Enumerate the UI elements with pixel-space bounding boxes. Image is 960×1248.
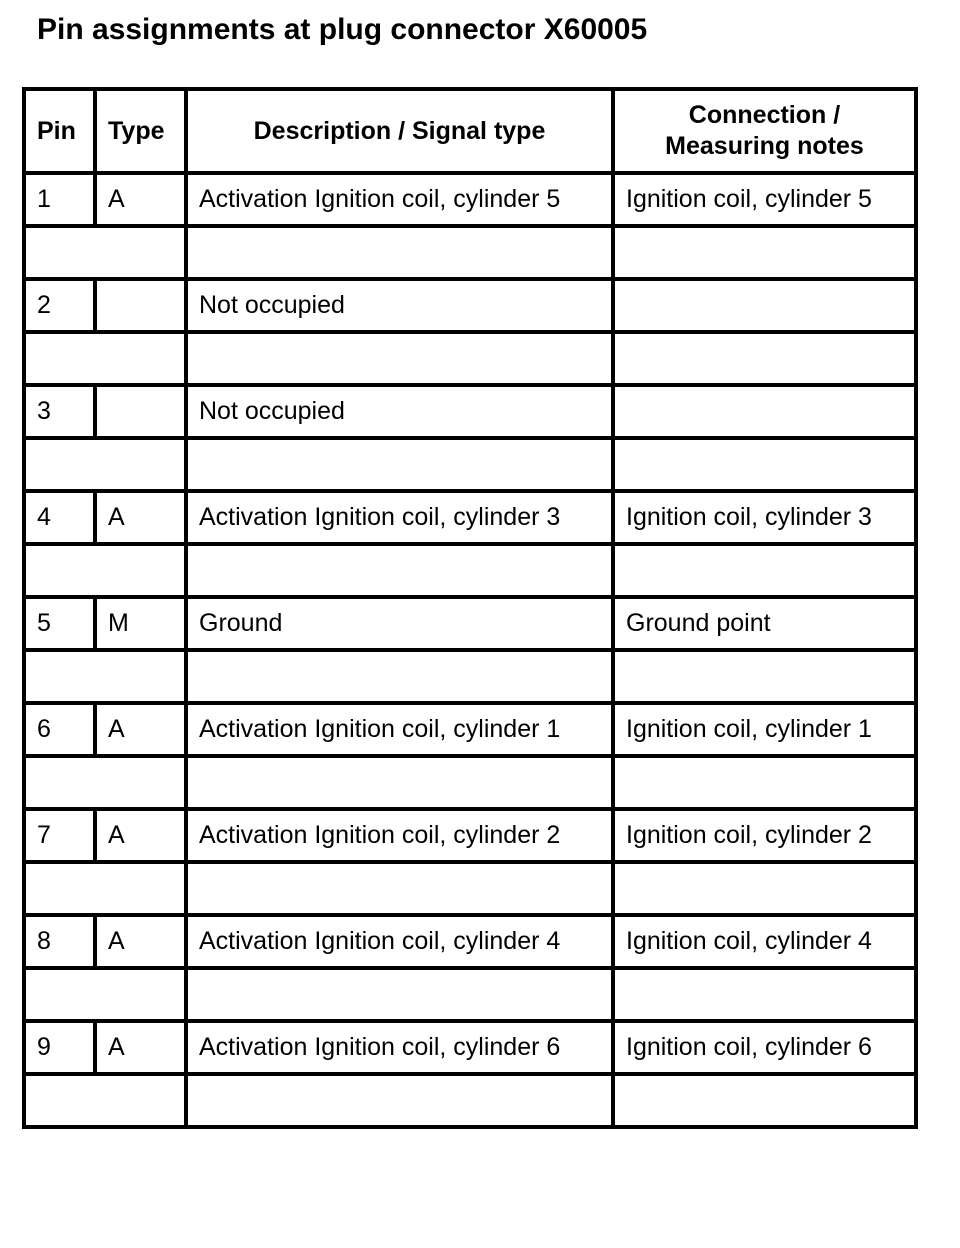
spacer-cell <box>186 862 613 915</box>
spacer-cell <box>186 438 613 491</box>
table-row <box>24 915 916 968</box>
spacer-cell <box>613 226 916 279</box>
spacer-cell <box>186 1074 613 1127</box>
header-connection-line2: Measuring notes <box>665 132 864 160</box>
type-cell: A <box>95 491 186 544</box>
table-spacer-row <box>24 332 916 385</box>
description-cell: Ground <box>186 597 613 650</box>
table-row <box>24 703 916 756</box>
header-description: Description / Signal type <box>186 89 613 173</box>
spacer-cell <box>186 226 613 279</box>
pin-cell: 1 <box>24 173 95 226</box>
pin-cell: 3 <box>24 385 95 438</box>
description-cell: Activation Ignition coil, cylinder 5 <box>186 173 613 226</box>
spacer-cell <box>24 438 186 491</box>
table-body <box>24 173 916 1127</box>
page-title: Pin assignments at plug connector X60005 <box>37 13 648 46</box>
table-spacer-row <box>24 544 916 597</box>
pin-cell: 2 <box>24 279 95 332</box>
connection-cell: Ignition coil, cylinder 5 <box>613 173 916 226</box>
type-cell: M <box>95 597 186 650</box>
description-cell: Activation Ignition coil, cylinder 1 <box>186 703 613 756</box>
description-cell: Activation Ignition coil, cylinder 4 <box>186 915 613 968</box>
spacer-cell <box>24 544 186 597</box>
spacer-cell <box>613 756 916 809</box>
spacer-cell <box>186 650 613 703</box>
spacer-cell <box>613 438 916 491</box>
connection-cell: Ignition coil, cylinder 2 <box>613 809 916 862</box>
pin-assignment-table <box>22 87 918 1129</box>
pin-cell: 6 <box>24 703 95 756</box>
connection-cell <box>613 279 916 332</box>
table-row <box>24 491 916 544</box>
description-cell: Activation Ignition coil, cylinder 3 <box>186 491 613 544</box>
spacer-cell <box>24 862 186 915</box>
spacer-cell <box>24 756 186 809</box>
table-spacer-row <box>24 862 916 915</box>
spacer-cell <box>613 332 916 385</box>
table-spacer-row <box>24 650 916 703</box>
table-spacer-row <box>24 438 916 491</box>
table-spacer-row <box>24 968 916 1021</box>
table-spacer-row <box>24 226 916 279</box>
description-cell: Activation Ignition coil, cylinder 6 <box>186 1021 613 1074</box>
table-row <box>24 597 916 650</box>
spacer-cell <box>613 968 916 1021</box>
header-type: Type <box>95 89 186 173</box>
spacer-cell <box>24 332 186 385</box>
table-spacer-row <box>24 756 916 809</box>
header-connection <box>613 89 916 173</box>
spacer-cell <box>24 968 186 1021</box>
pin-cell: 7 <box>24 809 95 862</box>
connection-cell: Ignition coil, cylinder 3 <box>613 491 916 544</box>
connection-cell: Ignition coil, cylinder 4 <box>613 915 916 968</box>
pin-cell: 5 <box>24 597 95 650</box>
spacer-cell <box>613 1074 916 1127</box>
table-row <box>24 279 916 332</box>
table-spacer-row <box>24 1074 916 1127</box>
table-row <box>24 173 916 226</box>
pin-cell: 4 <box>24 491 95 544</box>
type-cell: A <box>95 703 186 756</box>
spacer-cell <box>24 226 186 279</box>
connection-cell <box>613 385 916 438</box>
spacer-cell <box>24 650 186 703</box>
spacer-cell <box>24 1074 186 1127</box>
spacer-cell <box>186 544 613 597</box>
header-pin: Pin <box>24 89 95 173</box>
connection-cell: Ground point <box>613 597 916 650</box>
type-cell: A <box>95 1021 186 1074</box>
type-cell <box>95 385 186 438</box>
pin-cell: 8 <box>24 915 95 968</box>
connection-cell: Ignition coil, cylinder 1 <box>613 703 916 756</box>
spacer-cell <box>613 544 916 597</box>
table-header-row <box>24 89 916 173</box>
spacer-cell <box>613 650 916 703</box>
spacer-cell <box>186 968 613 1021</box>
description-cell: Not occupied <box>186 385 613 438</box>
type-cell: A <box>95 173 186 226</box>
spacer-cell <box>613 862 916 915</box>
description-cell: Activation Ignition coil, cylinder 2 <box>186 809 613 862</box>
table-row <box>24 1021 916 1074</box>
description-cell: Not occupied <box>186 279 613 332</box>
type-cell: A <box>95 915 186 968</box>
connection-cell: Ignition coil, cylinder 6 <box>613 1021 916 1074</box>
table-row <box>24 809 916 862</box>
spacer-cell <box>186 332 613 385</box>
type-cell <box>95 279 186 332</box>
table-row <box>24 385 916 438</box>
spacer-cell <box>186 756 613 809</box>
pin-cell: 9 <box>24 1021 95 1074</box>
type-cell: A <box>95 809 186 862</box>
header-connection-line1: Connection / <box>688 101 841 129</box>
